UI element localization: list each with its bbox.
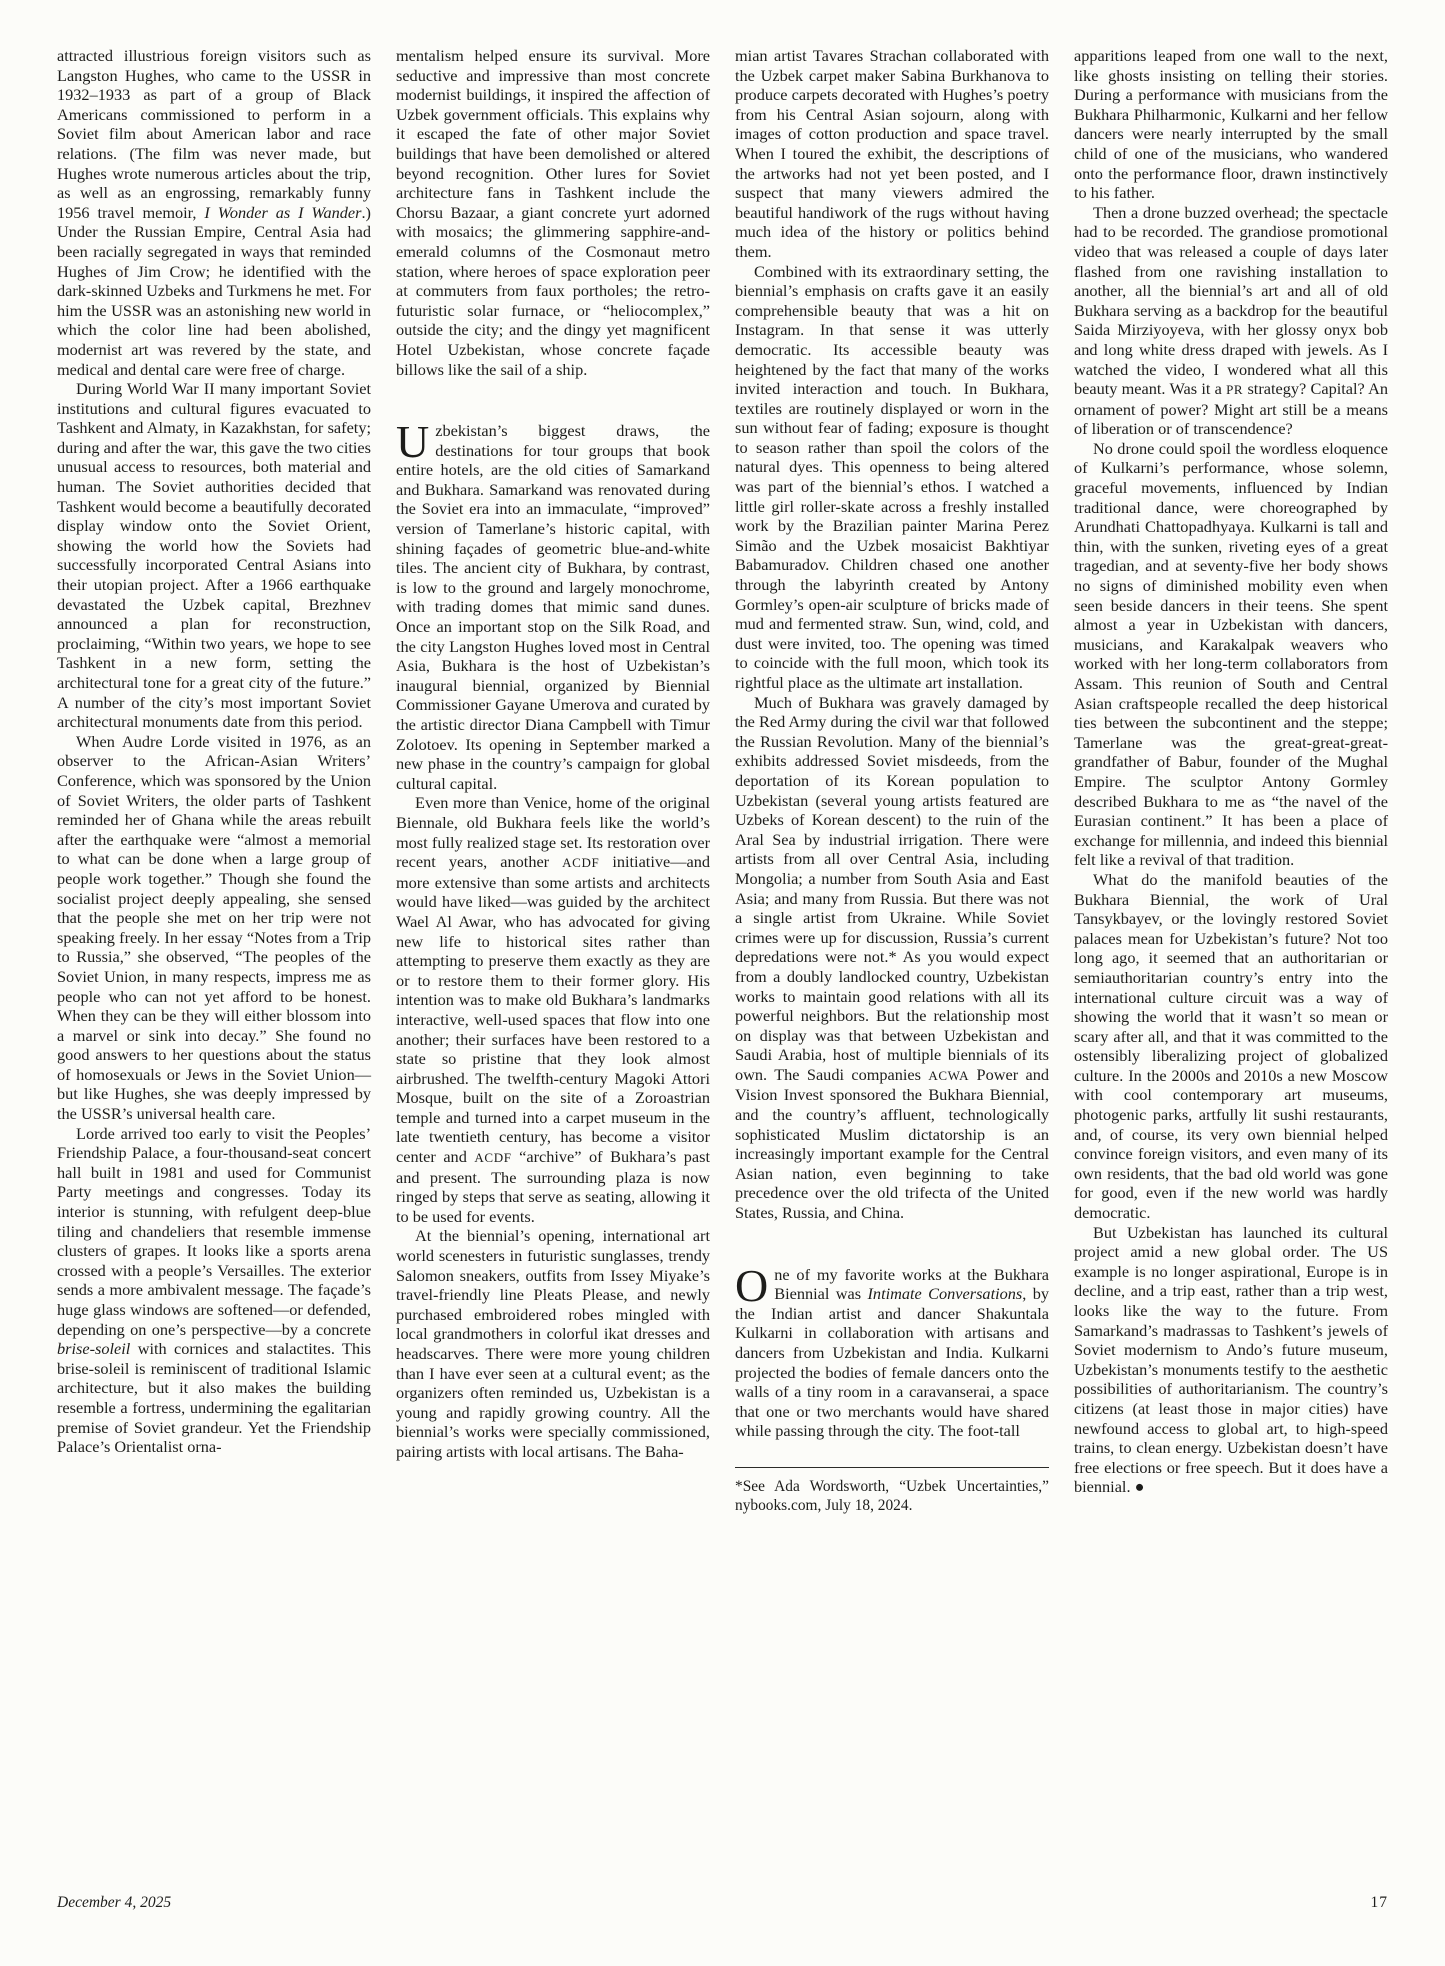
article-paragraph: What do the manifold beauties of the Bukhara Biennial, the work of Ural Tansykbayev, or the lovingly restored Soviet palaces mean for Uzbekistan’s future? Not too long ago, it seemed that an authoritarian or semiauthoritarian country’s entry into the international culture circuit was a way of showing the world that it wasn’t so mean or scary after all, and that it was committed to the ostensibly liberalizing project of globalized culture. In the 2000s and 2010s a new Moscow with cool contemporary art museums, photogenic parks, artfully lit sushi restaurants, and, of course, its very own biennial helped convince foreign visitors, and even many of its own residents, that the bad old world was gone for good, even if the new world was hardly democratic.	[1074, 869, 1388, 1223]
drop-cap: U	[396, 416, 430, 468]
footnote: *See Ada Wordsworth, “Uzbek Uncertainties,” nybooks.com, July 18, 2024.	[735, 1467, 1049, 1515]
article-paragraph: One of my favorite works at the Bukhara Biennial was Intimate Conversations, by the Indian artist and dancer Shakuntala Kulkarni in collaboration with artisans and dancers from Uzbekistan and India. Kulkarni projected the bodies of female dancers onto the walls of a tiny room in a caravanserai, a space that one or two merchants would have shared while passing through the city. The foot-tall	[735, 1259, 1049, 1441]
article-paragraph: Uzbekistan’s biggest draws, the destinations for tour groups that book entire hotels, are the old cities of Samarkand and Bukhara. Samarkand was renovated during the Soviet era into an immaculate, “improved” version of Tamerlane’s historic capital, with shining façades of geometric blue-and-white tiles. The ancient city of Bukhara, by contrast, is low to the ground and largely monochrome, with trading domes that mimic sand dunes. Once an important stop on the Silk Road, and the city Langston Hughes loved most in Central Asia, Bukhara is the host of Uzbekistan’s inaugural biennial, organized by Biennial Commissioner Gayane Umerova and curated by the artistic director Diana Campbell with Timur Zolotoev. Its opening in September marked a new phase in the country’s campaign for global cultural capital.	[396, 416, 710, 793]
drop-cap: O	[735, 1259, 769, 1311]
article-paragraph: Then a drone buzzed overhead; the spectacle had to be recorded. The grandiose promotional video that was released a couple of days later flashed from one ravishing installation to another, all the biennial’s art and all of old Bukhara serving as a backdrop for the beautiful Saida Mirziyoyeva, with her glossy onyx bob and long white dress draped with jewels. As I watched the video, I wondered what all this beauty meant. Was it a PR strategy? Capital? An ornament of power? Might art still be a means of liberation or of transcendence?	[1074, 202, 1388, 439]
article-column-3	[735, 46, 1049, 1515]
footer-date: December 4, 2025	[57, 1894, 172, 1911]
article-paragraph: mentalism helped ensure its survival. More seductive and impressive than most concrete modernist buildings, it inspired the affection of Uzbek government officials. This explains why it escaped the fate of other major Soviet buildings that have been demolished or altered beyond recognition. Other lures for Soviet architecture fans in Tashkent include the Chorsu Bazaar, a giant concrete yurt adorned with mosaics; the glimmering sapphire-and-emerald columns of the Cosmonaut metro station, where heroes of space exploration peer at commuters from faux portholes; the retro-futuristic solar furnace, or “heliocomplex,” outside the city; and the dingy yet magnificent Hotel Uzbekistan, whose concrete façade billows like the sail of a ship.	[396, 46, 710, 379]
article-paragraph: During World War II many important Soviet institutions and cultural figures evacuated to Tashkent and Almaty, in Kazakhstan, for safety; during and after the war, this gave the two cities unusual access to resources, both material and human. The Soviet authorities decided that Tashkent would become a beautifully decorated display window onto the Soviet Orient, showing the world how the Soviets had successfully incorporated Central Asians into their utopian project. After a 1966 earthquake devastated the Uzbek capital, Brezhnev announced a plan for reconstruction, proclaiming, “Within two years, we hope to see Tashkent in a new form, setting the architectural tone for a great city of the future.” A number of the city’s most important Soviet architectural monuments date from this period.	[57, 379, 371, 732]
article-paragraph: mian artist Tavares Strachan collaborated with the Uzbek carpet maker Sabina Burkhanova to produce carpets decorated with Hughes’s poetry from his Central Asian sojourn, along with images of cotton production and space travel. When I toured the exhibit, the descriptions of the artworks had not yet been posted, and I suspect that many viewers admired the beautiful handiwork of the rugs without having much idea of the history or politics behind them.	[735, 46, 1049, 261]
article-paragraph: Much of Bukhara was gravely damaged by the Red Army during the civil war that followed the Russian Revolution. Many of the biennial’s exhibits addressed Soviet misdeeds, from the deportation of its Korean population to Uzbekistan (several young artists featured are Uzbeks of Korean descent) to the ruin of the Aral Sea by industrial irrigation. There were artists from all over Central Asia, including Mongolia; a number from South Asia and East Asia; and many from Russia. But there was not a single artist from Ukraine. While Soviet crimes were up for discussion, Russia’s current depredations were not.* As you would expect from a doubly landlocked country, Uzbekistan works to maintain good relations with all its powerful neighbors. But the relationship most on display was that between Uzbekistan and Saudi Arabia, host of multiple biennials of its own. The Saudi companies ACWA Power and Vision Invest sponsored the Bukhara Biennial, and the country’s affluent, technologically sophisticated Muslim dictatorship is an increasingly important example for the Central Asian nation, even beginning to take precedence over the old trifecta of the United States, Russia, and China.	[735, 692, 1050, 1223]
article-paragraph: apparitions leaped from one wall to the next, like ghosts insisting on telling their stories. During a performance with musicians from the Bukhara Philharmonic, Kulkarni and her fellow dancers were nearly interrupted by the small child of one of the musicians, who wandered onto the performance floor, drawn instinctively to his father.	[1074, 46, 1388, 203]
article-paragraph: At the biennial’s opening, international art world scenesters in futuristic sunglasses, trendy Salomon sneakers, outfits from Issey Miyake’s travel-friendly line Pleats Please, and newly purchased embroidered robes mingled with local grandmothers in colorful ikat dresses and headscarves. There were more young children than I have ever seen at a cultural event; as the organizers often reminded us, Uzbekistan is a young and rapidly growing country. All the biennial’s works were specially commissioned, pairing artists with local artisans. The Baha-	[396, 1226, 710, 1461]
article-column-2	[396, 46, 710, 1515]
article-paragraph: No drone could spoil the wordless eloquence of Kulkarni’s performance, whose solemn, graceful movements, influenced by Indian traditional dance, were choreographed by Arundhati Chattopadhyaya. Kulkarni is tall and thin, with the sunken, riveting eyes of a great tragedian, and at seventy-five her body shows no signs of diminished mobility even when seen beside dancers in their teens. She spent almost a year in Uzbekistan with dancers, musicians, and Karakalpak weavers who worked with her long-term collaborators from Assam. This reunion of South and Central Asian craftspeople recalled the deep historical ties between the subcontinent and the steppe; Tamerlane was the great-great-great-grandfather of Babur, founder of the Mughal Empire. The sculptor Antony Gormley described Bukhara to me as “the navel of the Eurasian continent.” It has been a place of exchange for millennia, and indeed this biennial felt like a revival of that tradition.	[1074, 438, 1388, 870]
article-paragraph: attracted illustrious foreign visitors such as Langston Hughes, who came to the USSR in 1932–1933 as part of a group of Black Americans commissioned to perform in a Soviet film about American labor and race relations. (The film was never made, but Hughes wrote numerous articles about the trip, as well as an engrossing, remarkably funny 1956 travel memoir, I Wonder as I Wander.) Under the Russian Empire, Central Asia had been racially segregated in ways that reminded Hughes of Jim Crow; he identified with the dark-skinned Uzbeks and Turkmens he met. For him the USSR was an astonishing new world in which the color line had been abolished, modernist art was revered by the state, and medical and dental care were free of charge.	[57, 46, 371, 379]
article-columns	[57, 46, 1388, 1515]
article-paragraph: When Audre Lorde visited in 1976, as an observer to the African-Asian Writers’ Conference, which was sponsored by the Union of Soviet Writers, the older parts of Tashkent reminded her of Ghana while the areas rebuilt after the earthquake were “almost a memorial to what can be done when a large group of people work together.” Though she found the socialist project deeply appealing, she sensed that the people she met on her trip were not speaking freely. In her essay “Notes from a Trip to Russia,” she observed, “The peoples of the Soviet Union, in many respects, impress me as people who can not yet afford to be honest. When they can be they will either blossom into a marvel or sink into decay.” She found no good answers to her questions about the status of homosexuals or Jews in the Soviet Union—but like Hughes, she was deeply impressed by the USSR’s universal health care.	[57, 731, 371, 1124]
page-footer	[57, 1894, 1388, 1912]
article-column-1	[57, 46, 371, 1515]
article-paragraph: Combined with its extraordinary setting, the biennial’s emphasis on crafts gave it an easily comprehensible beauty that was a hit on Instagram. In that sense it was utterly democratic. Its accessible beauty was heightened by the fact that many of the works invited interaction and touch. In Bukhara, textiles are routinely displayed or worn in the sun without fear of fading; exposure is thought to season rather than spoil the colors of the natural dyes. This openness to being altered was part of the biennial’s ethos. I watched a little girl roller-skate across a freshly installed work by the Brazilian painter Marina Perez Simão and the Uzbek mosaicist Bakhtiyar Babamuradov. Children chased one another through the labyrinth created by Antony Gormley’s open-air sculpture of bricks made of mud and fermented straw. Sun, wind, cold, and dust were invited, too. The opening was timed to coincide with the full moon, which took its rightful place as the ultimate art installation.	[735, 261, 1049, 692]
article-paragraph: Even more than Venice, home of the original Biennale, old Bukhara feels like the world’s most fully realized stage set. Its restoration over recent years, another ACDF initiative—and more extensive than some artists and architects would have liked—was guided by the architect Wael Al Awar, who has advocated for giving new life to historical sites rather than attempting to preserve them exactly as they are or to restore them to their former glory. His intention was to make old Bukhara’s landmarks interactive, well-used spaces that flow into one another; their surfaces have been restored to a state so pristine that they look almost airbrushed. The twelfth-century Magoki Attori Mosque, built on the site of a Zoroastrian temple and turned into a carpet museum in the late twentieth century, has become a visitor center and ACDF “archive” of Bukhara’s past and present. The surrounding plaza is now ringed by steps that serve as seating, allowing it to be used for events.	[396, 793, 711, 1226]
article-paragraph: Lorde arrived too early to visit the Peoples’ Friendship Palace, a four-thousand-seat concert hall built in 1981 and used for Communist Party meetings and congresses. Today its interior is stunning, with refulgent deep-blue tiling and chandeliers that resemble immense clusters of grapes. It looks like a sports arena crossed with a people’s Versailles. The exterior sends a more ambivalent message. The façade’s huge glass windows are softened—or defended, depending on one’s perspective—by a concrete brise-soleil with cornices and stalactites. This brise-soleil is reminiscent of traditional Islamic architecture, but it also makes the building resemble a fortress, undermining the egalitarian premise of Soviet grandeur. Yet the Friendship Palace’s Orientalist orna-	[57, 1123, 371, 1457]
article-column-4	[1074, 46, 1388, 1515]
article-paragraph: But Uzbekistan has launched its cultural project amid a new global order. The US example is no longer aspirational, Europe is in decline, and a trip east, rather than a trip west, looks like the way to the future. From Samarkand’s madrassas to Tashkent’s jewels of Soviet modernism to Ando’s future museum, Uzbekistan’s monuments testify to the aesthetic possibilities of authoritarianism. The country’s citizens (at least those in major cities) have newfound access to global art, to high-speed trains, to clean energy. Uzbekistan doesn’t have free elections or free speech. But it does have a biennial. ●	[1074, 1222, 1388, 1497]
page-number: 17	[1370, 1894, 1388, 1911]
